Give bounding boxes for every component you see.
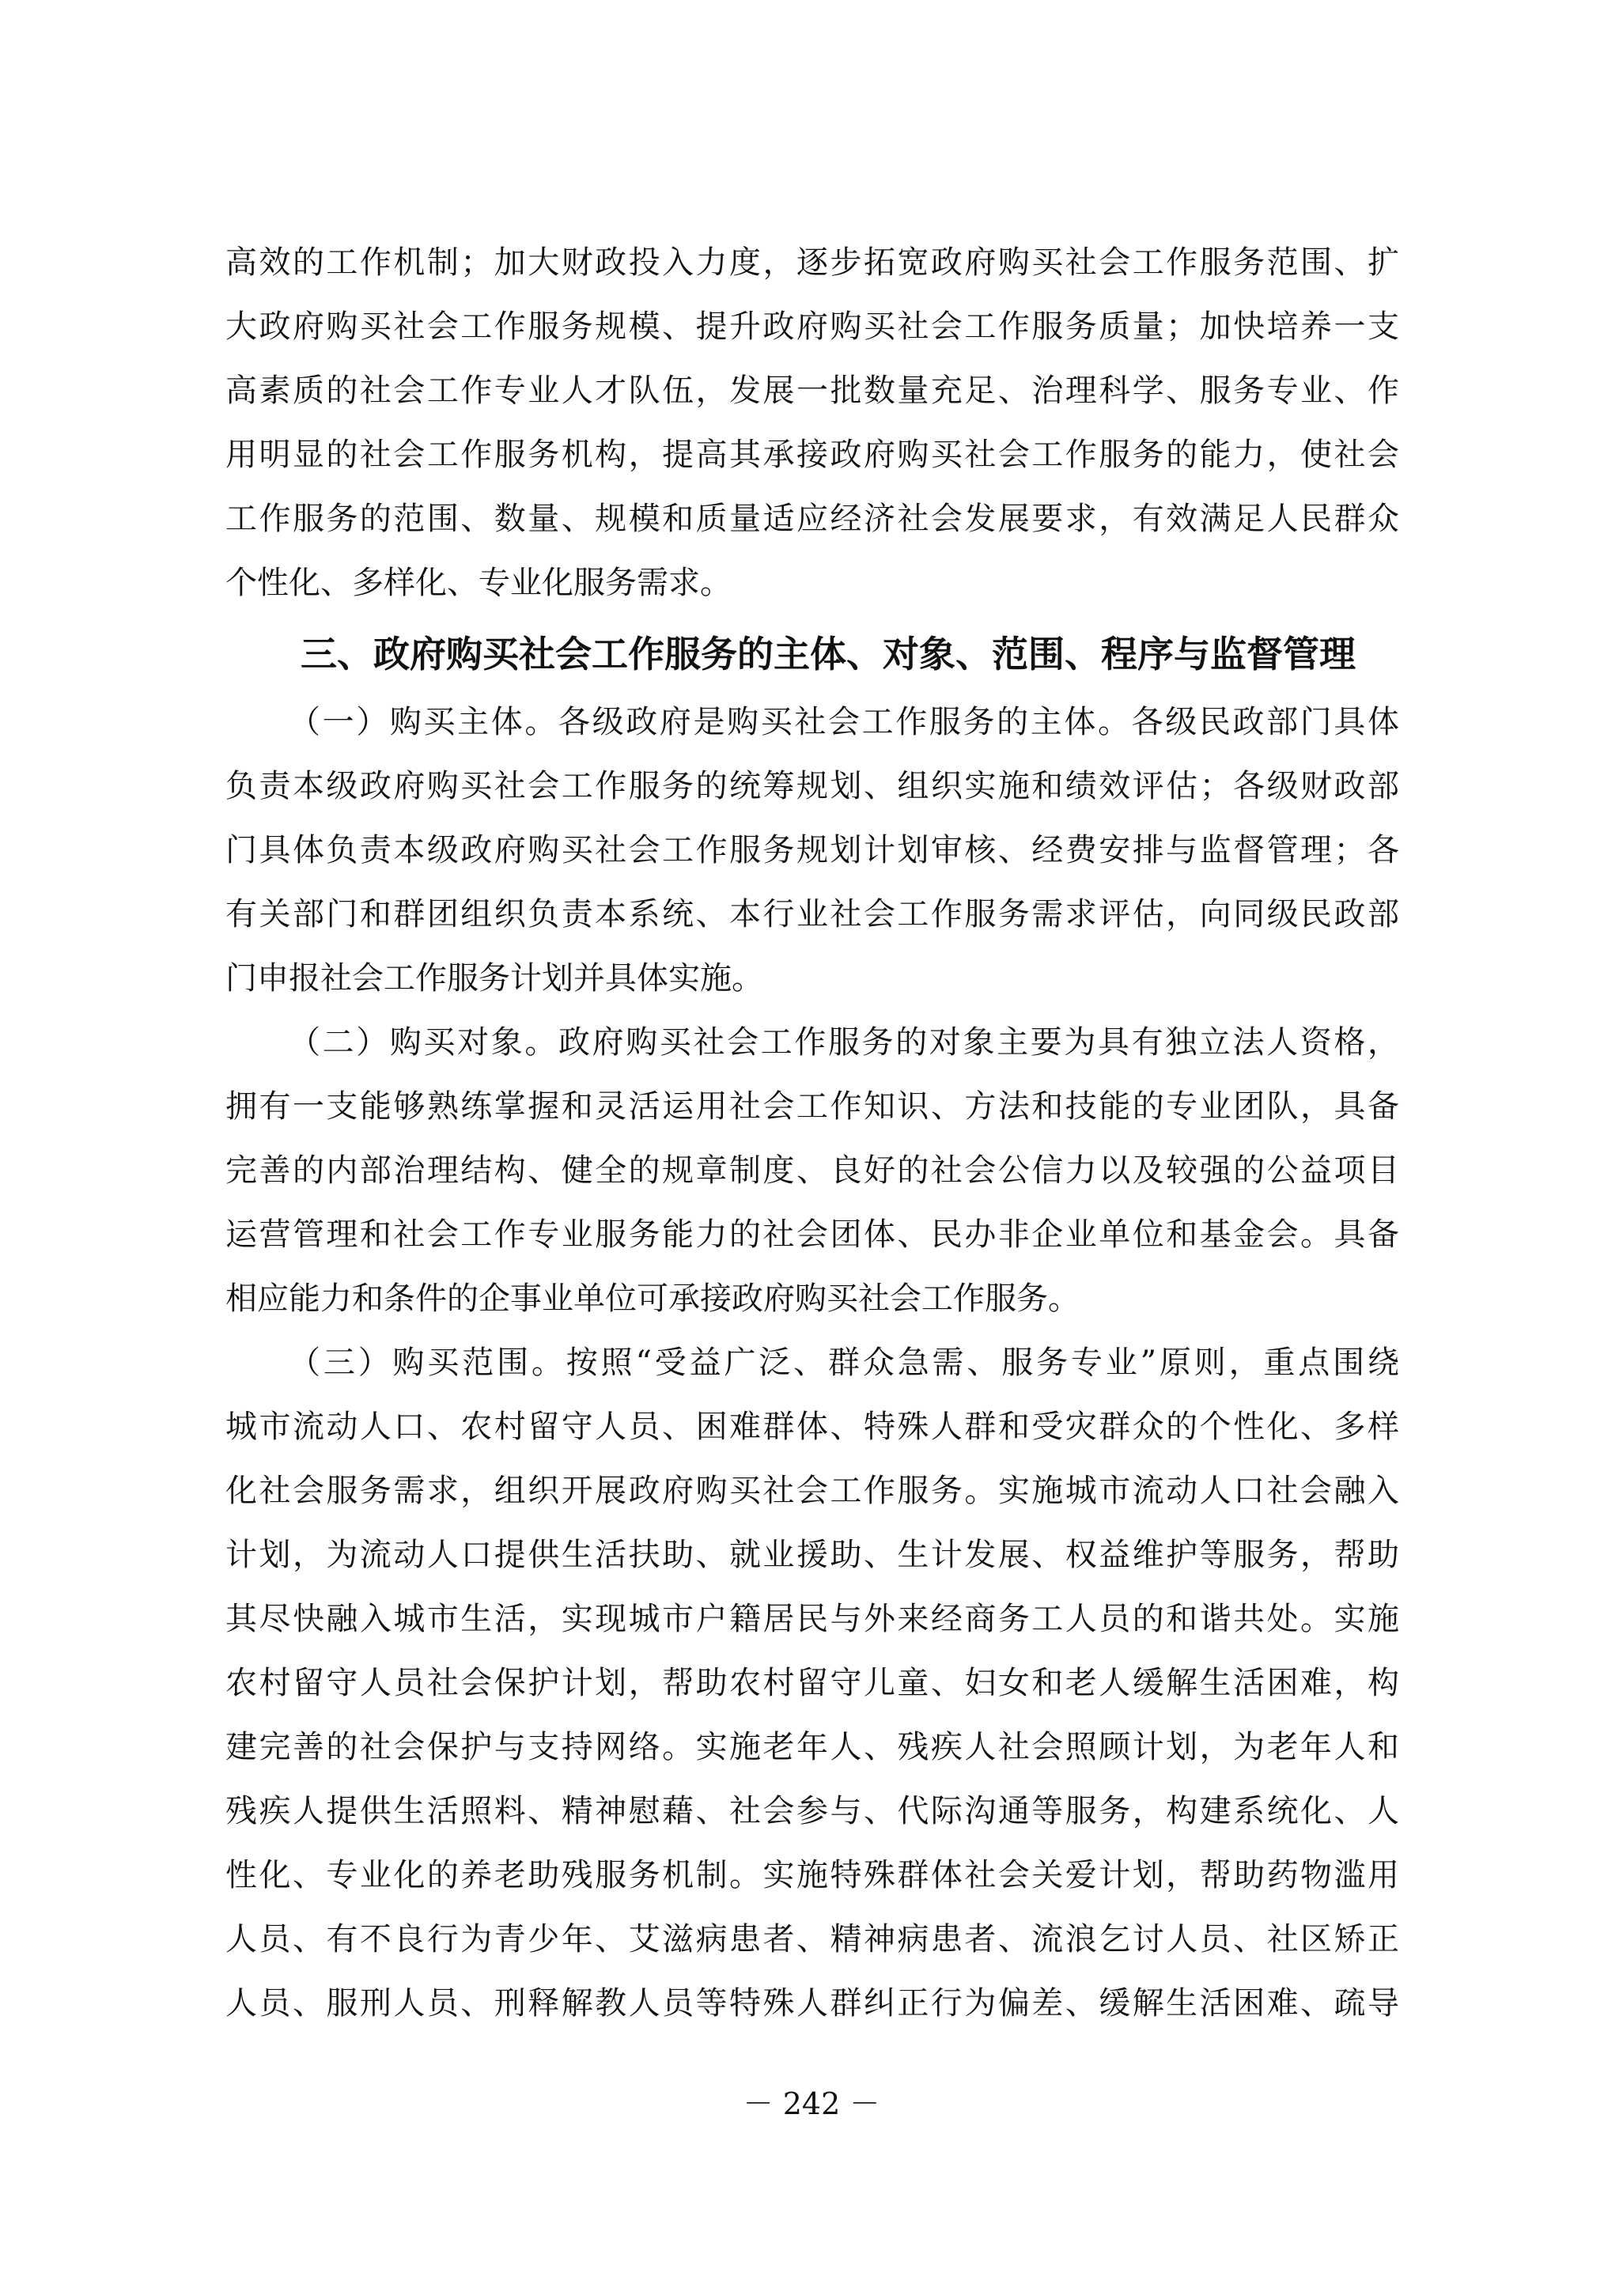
text-line: 门申报社会工作服务计划并具体实施。 [225,960,763,997]
text-line: 门具体负责本级政府购买社会工作服务规划计划审核、经费安排与监督管理；各 [225,832,1399,868]
text-line: 负责本级政府购买社会工作服务的统筹规划、组织实施和绩效评估；各级财政部 [225,768,1399,804]
paragraph-purchase-subject [225,690,1399,1011]
text-line: 用明显的社会工作服务机构，提高其承接政府购买社会工作服务的能力，使社会 [225,437,1399,473]
text-line: 高效的工作机制；加大财政投入力度，逐步拓宽政府购买社会工作服务范围、扩 [225,244,1399,281]
text-line: 性化、专业化的养老助残服务机制。实施特殊群体社会关爱计划，帮助药物滥用 [225,1857,1399,1893]
text-line: 残疾人提供生活照料、精神慰藉、社会参与、代际沟通等服务，构建系统化、人 [225,1793,1399,1829]
paragraph-purchase-object [225,1011,1399,1331]
text-line: 农村留守人员社会保护计划，帮助农村留守儿童、妇女和老人缓解生活困难，构 [225,1665,1399,1701]
text-line: 人员、服刑人员、刑释解教人员等特殊人群纠正行为偏差、缓解生活困难、疏导 [225,1985,1399,2022]
page-content [225,231,1399,2036]
text-line: 计划，为流动人口提供生活扶助、就业援助、生计发展、权益维护等服务，帮助 [225,1537,1399,1573]
text-line: 建完善的社会保护与支持网络。实施老年人、残疾人社会照顾计划，为老年人和 [225,1729,1399,1765]
section-heading: 三、政府购买社会工作服务的主体、对象、范围、程序与监督管理 [301,633,1356,675]
text-line: （二）购买对象。政府购买社会工作服务的对象主要为具有独立法人资格， [289,1024,1399,1061]
text-line: 运营管理和社会工作专业服务能力的社会团体、民办非企业单位和基金会。具备 [225,1216,1399,1253]
text-line: 个性化、多样化、专业化服务需求。 [225,565,732,601]
paragraph-intro [225,231,1399,615]
paragraph-purchase-scope [225,1331,1399,2036]
text-line: 工作服务的范围、数量、规模和质量适应经济社会发展要求，有效满足人民群众 [225,501,1399,537]
text-line: 化社会服务需求，组织开展政府购买社会工作服务。实施城市流动人口社会融入 [225,1473,1399,1509]
text-line: 大政府购买社会工作服务规模、提升政府购买社会工作服务质量；加快培养一支 [225,308,1399,345]
page-number: － 242 － [743,2086,880,2121]
text-line: 相应能力和条件的企事业单位可承接政府购买社会工作服务。 [225,1280,1080,1317]
text-line: 有关部门和群团组织负责本系统、本行业社会工作服务需求评估，向同级民政部 [225,896,1399,932]
text-line: 人员、有不良行为青少年、艾滋病患者、精神病患者、流浪乞讨人员、社区矫正 [225,1921,1399,1957]
text-line: 其尽快融入城市生活，实现城市户籍居民与外来经商务工人员的和谐共处。实施 [225,1601,1399,1637]
text-line: （三）购买范围。按照“受益广泛、群众急需、服务专业”原则，重点围绕 [289,1345,1399,1381]
text-line: （一）购买主体。各级政府是购买社会工作服务的主体。各级民政部门具体 [289,704,1399,740]
text-line: 完善的内部治理结构、健全的规章制度、良好的社会公信力以及较强的公益项目 [225,1152,1399,1189]
text-line: 城市流动人口、农村留守人员、困难群体、特殊人群和受灾群众的个性化、多样 [225,1409,1399,1445]
text-line: 拥有一支能够熟练掌握和灵活运用社会工作知识、方法和技能的专业团队，具备 [225,1088,1399,1125]
text-line: 高素质的社会工作专业人才队伍，发展一批数量充足、治理科学、服务专业、作 [225,373,1399,409]
